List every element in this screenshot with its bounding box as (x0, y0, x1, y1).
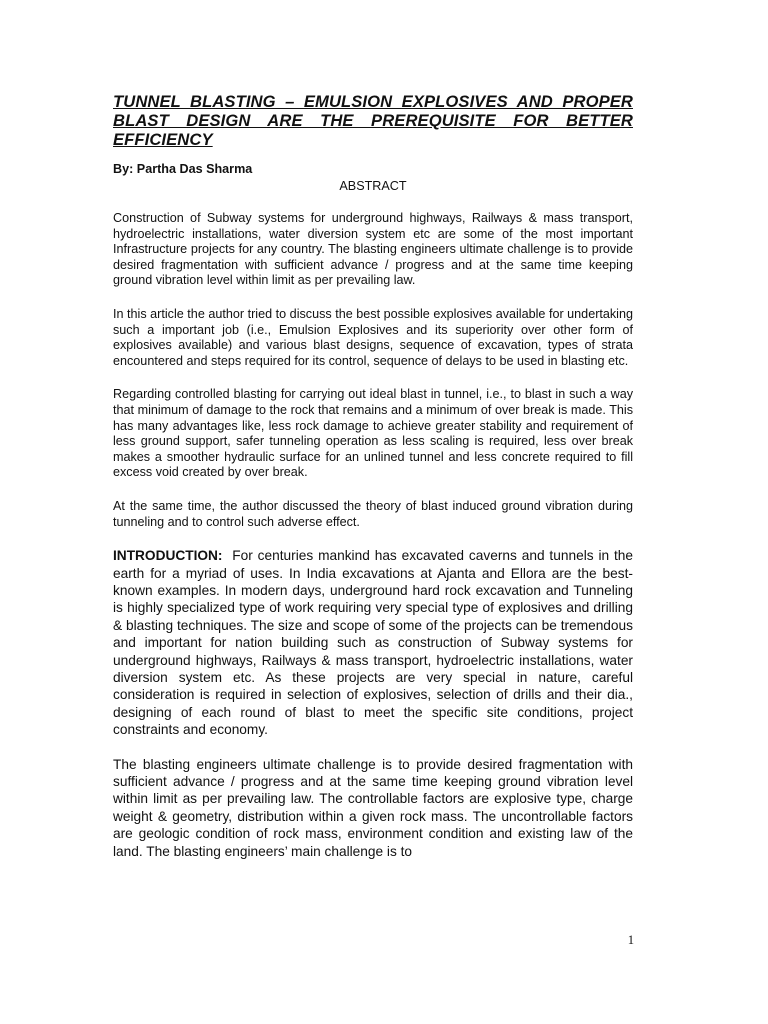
abstract-paragraph-1: Construction of Subway systems for underground highways, Railways & mass transport, hydroelectric installations, water diversion system etc are some of the most important Infrastructure projects for any country. The blasting engineers ultimate challenge is to provide desired fragmentation with sufficient advance / progress and at the same time keeping ground vibration level within limit as per prevailing law. (113, 211, 633, 288)
abstract-paragraph-3: Regarding controlled blasting for carrying out ideal blast in tunnel, i.e., to blast in such a way that minimum of damage to the rock that remains and a minimum of over break is made. This has many advantages like, less rock damage to achieve greater stability and requirement of less ground support, safer tunneling operation as less scaling is required, less over break makes a smoother hydraulic surface for an unlined tunnel and less concrete required to fill excess void created by over break. (113, 387, 633, 480)
abstract-paragraph-2: In this article the author tried to discuss the best possible explosives available for undertaking such a important job (i.e., Emulsion Explosives and its superiority over other form of explosives available) and various blast designs, sequence of excavation, types of strata encountered and steps required for its control, sequence of delays to be used in blasting etc. (113, 306, 633, 368)
article-title: TUNNEL BLASTING – EMULSION EXPLOSIVES AND PROPER BLAST DESIGN ARE THE PREREQUISITE FOR BETTER EFFICIENCY (113, 92, 633, 149)
abstract-paragraph-4: At the same time, the author discussed the theory of blast induced ground vibration during tunneling and to control such adverse effect. (113, 498, 633, 529)
introduction-paragraph (113, 547, 633, 738)
introduction-text: For centuries mankind has excavated caverns and tunnels in the earth for a myriad of uses. In India excavations at Ajanta and Ellora are the best-known examples. In modern days, underground hard rock excavation and Tunneling is highly specialized type of work requiring very special type of explosives and drilling & blasting techniques. The size and scope of some of the projects can be tremendous and important for nation building such as construction of Subway systems for underground highways, Railways & mass transport, hydroelectric installations, water diversion system etc. As these projects are very special in nature, careful consideration is required in selection of explosives, selection of drills and their dia., designing of each round of blast to meet the specific site conditions, project constraints and economy. (113, 548, 634, 738)
abstract-heading: ABSTRACT (339, 179, 407, 193)
body-paragraph-2: The blasting engineers ultimate challenge is to provide desired fragmentation with sufficient advance / progress and at the same time keeping ground vibration level within limit as per prevailing law. The controllable factors are explosive type, charge weight & geometry, distribution within a given rock mass. The uncontrollable factors are geologic condition of rock mass, environment condition and existing law of the land. The blasting engineers’ main challenge is to (113, 756, 633, 859)
introduction-label: INTRODUCTION: (113, 548, 223, 564)
author-line: By: Partha Das Sharma (113, 162, 253, 176)
page-number: 1 (627, 933, 634, 947)
page-content (113, 92, 633, 860)
